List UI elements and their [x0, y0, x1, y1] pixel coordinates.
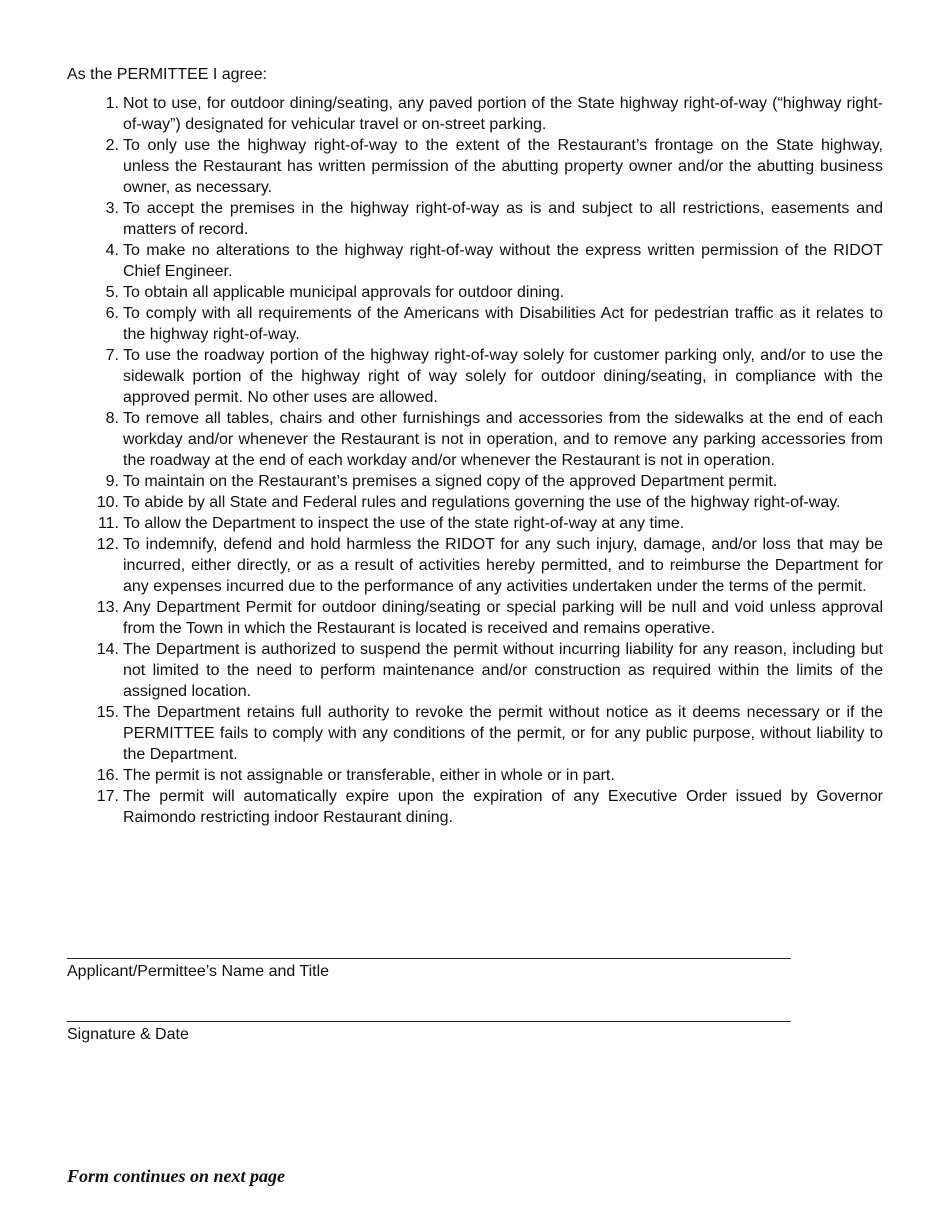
term-item: [67, 408, 883, 471]
term-number: 7.: [105, 347, 119, 364]
term-text: To allow the Department to inspect the use of the state right-of-way at any time.: [123, 515, 685, 532]
document-body: [67, 64, 883, 828]
term-text: To comply with all requirements of the Americans with Disabilities Act for pedestrian traffic as it relates to the highway right-of-way.: [123, 305, 883, 343]
term-text: Any Department Permit for outdoor dining/seating or special parking will be null and void unless approval from the Town in which the Restaurant is located is received and remains operative.: [123, 599, 883, 637]
term-number: 16.: [96, 767, 119, 784]
term-item: [67, 534, 883, 597]
name-title-block: [67, 958, 791, 982]
term-number: 10.: [96, 494, 119, 511]
term-number: 2.: [105, 137, 119, 154]
term-text: To indemnify, defend and hold harmless the RIDOT for any such injury, damage, and/or loss that may be incurred, either directly, or as a result of activities hereby permitted, and to reimburse the Department for any expenses incurred due to the performance of any activities undertaken under the terms of the permit.: [123, 536, 883, 595]
term-number: 3.: [105, 200, 119, 217]
term-item: [67, 786, 883, 828]
term-text: Not to use, for outdoor dining/seating, any paved portion of the State highway right-of-way (“highway right-of-way”) designated for vehicular travel or on-street parking.: [123, 95, 883, 133]
term-number: 9.: [105, 473, 119, 490]
intro-text: As the PERMITTEE I agree:: [67, 66, 268, 83]
term-text: To maintain on the Restaurant’s premises a signed copy of the approved Department permit.: [123, 473, 778, 490]
term-item: [67, 93, 883, 135]
term-number: 14.: [96, 641, 119, 658]
term-number: 15.: [96, 704, 119, 721]
term-text: The Department is authorized to suspend the permit without incurring liability for any reason, including but not limited to the need to perform maintenance and/or construction as required within the limits of the assigned location.: [123, 641, 883, 700]
signature-date-block: [67, 1021, 791, 1045]
term-number: 13.: [96, 599, 119, 616]
term-text: To accept the premises in the highway right-of-way as is and subject to all restrictions, easements and matters of record.: [123, 200, 883, 238]
continuation-note: Form continues on next page: [67, 1166, 286, 1186]
terms-list: [67, 93, 883, 828]
term-item: [67, 471, 883, 492]
term-item: [67, 702, 883, 765]
term-text: The permit is not assignable or transferable, either in whole or in part.: [123, 767, 615, 784]
term-number: 6.: [105, 305, 119, 322]
term-text: To abide by all State and Federal rules and regulations governing the use of the highway right-of-way.: [123, 494, 841, 511]
signature-date-label: Signature & Date: [67, 1026, 189, 1043]
term-text: The permit will automatically expire upon the expiration of any Executive Order issued by Governor Raimondo restricting indoor Restaurant dining.: [123, 788, 883, 826]
signature-date-line[interactable]: [67, 1021, 791, 1022]
term-item: [67, 492, 883, 513]
term-item: [67, 282, 883, 303]
name-title-line[interactable]: [67, 958, 791, 959]
term-item: [67, 198, 883, 240]
term-item: [67, 513, 883, 534]
term-text: To obtain all applicable municipal approvals for outdoor dining.: [123, 284, 565, 301]
term-number: 8.: [105, 410, 119, 427]
term-number: 5.: [105, 284, 119, 301]
term-item: [67, 345, 883, 408]
term-number: 1.: [105, 95, 119, 112]
name-title-label: Applicant/Permittee’s Name and Title: [67, 963, 330, 980]
term-text: To make no alterations to the highway right-of-way without the express written permission of the RIDOT Chief Engineer.: [123, 242, 883, 280]
term-text: To remove all tables, chairs and other furnishings and accessories from the sidewalks at the end of each workday and/or whenever the Restaurant is not in operation, and to remove any parking accessories from the roadway at the end of each workday and/or whenever the Restaurant is not in operation.: [123, 410, 883, 469]
term-number: 17.: [96, 788, 119, 805]
term-item: [67, 135, 883, 198]
term-item: [67, 597, 883, 639]
term-number: 12.: [96, 536, 119, 553]
term-item: [67, 240, 883, 282]
term-text: The Department retains full authority to revoke the permit without notice as it deems necessary or if the PERMITTEE fails to comply with any conditions of the permit, or for any public purpose, without liability to the Department.: [123, 704, 883, 763]
term-item: [67, 303, 883, 345]
term-text: To only use the highway right-of-way to the extent of the Restaurant’s frontage on the State highway, unless the Restaurant has written permission of the abutting property owner and/or the abutting business owner, as necessary.: [123, 137, 883, 196]
term-number: 4.: [105, 242, 119, 259]
term-item: [67, 639, 883, 702]
term-number: 11.: [97, 515, 119, 532]
term-item: [67, 765, 883, 786]
term-text: To use the roadway portion of the highway right-of-way solely for customer parking only, and/or to use the sidewalk portion of the highway right of way solely for outdoor dining/seating, in compliance with the approved permit. No other uses are allowed.: [123, 347, 883, 406]
